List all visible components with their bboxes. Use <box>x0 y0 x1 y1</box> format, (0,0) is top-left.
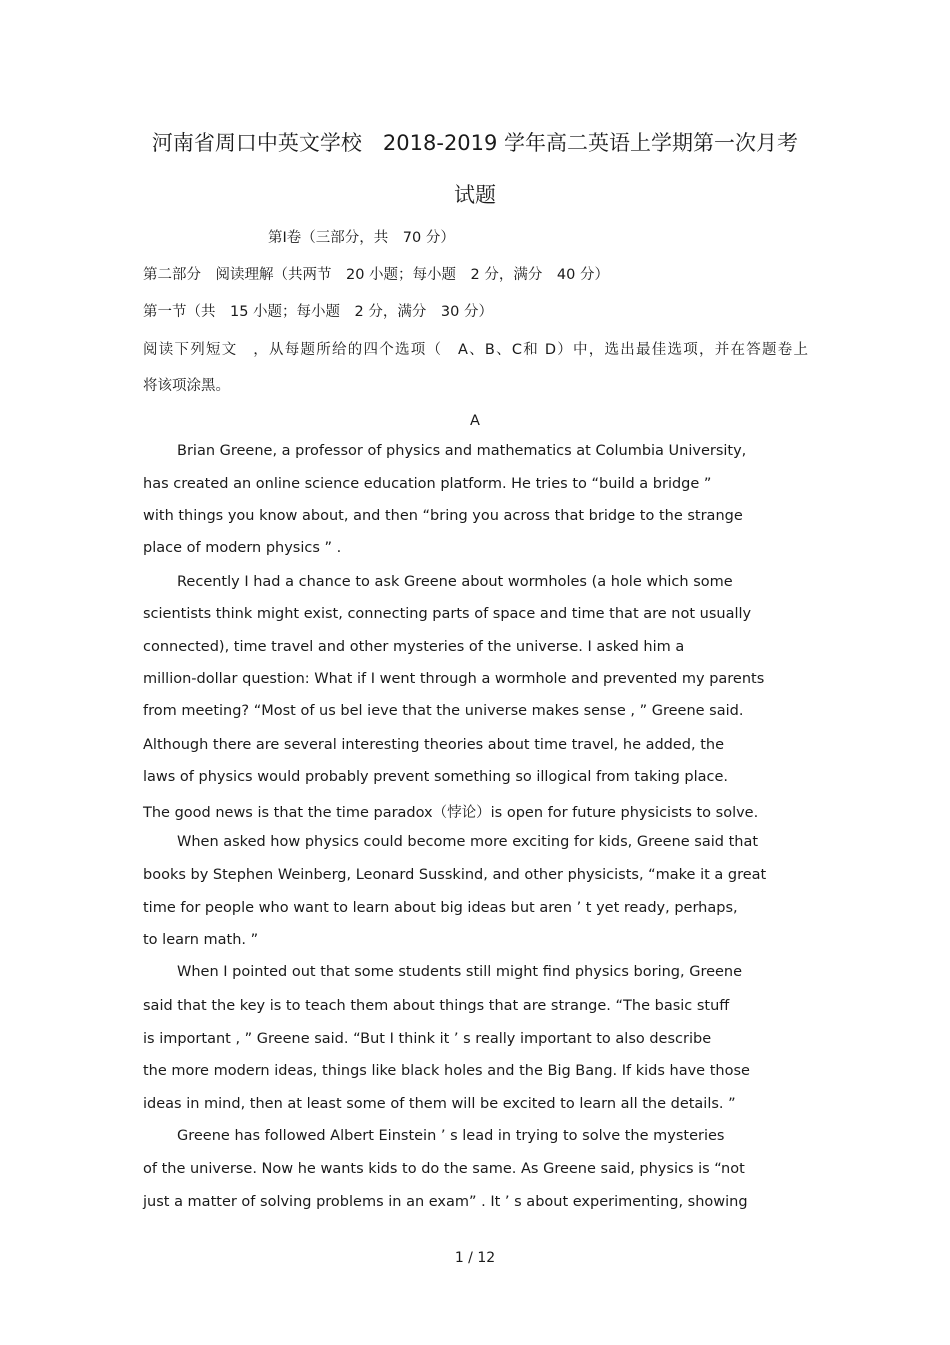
part2-heading: 第二部分 阅读理解（共两节 20 小题；每小题 2 分，满分 40 分） <box>143 267 609 283</box>
passage-line: with things you know about, and then “bring you across that bridge to the strange <box>143 508 743 524</box>
passage-line: the more modern ideas, things like black holes and the Big Bang. If kids have those <box>143 1063 750 1079</box>
passage-line: Although there are several interesting theories about time travel, he added, the <box>143 737 725 753</box>
document-title-line2: 试题 <box>454 183 496 207</box>
passage-line: place of modern physics ” . <box>143 540 342 556</box>
passage-line: just a matter of solving problems in an exam” . It ’ s about experimenting, showing <box>143 1194 748 1210</box>
passage-line: scientists think might exist, connecting parts of space and time that are not usually <box>143 606 752 622</box>
passage-line: laws of physics would probably prevent something so illogical from taking place. <box>143 769 729 785</box>
passage-line: The good news is that the time paradox（悖论）is open for future physicists to solve. <box>143 805 759 821</box>
page-number: 1 / 12 <box>454 1250 496 1266</box>
passage-line: is important , ” Greene said. “But I think it ’ s really important to also describe <box>143 1031 712 1047</box>
passage-line: connected), time travel and other mysteries of the universe. I asked him a <box>143 639 685 655</box>
passage-line: Recently I had a chance to ask Greene about wormholes (a hole which some <box>177 574 733 590</box>
passage-line: said that the key is to teach them about things that are strange. “The basic stuff <box>143 998 730 1014</box>
passage-line: Greene has followed Albert Einstein ’ s lead in trying to solve the mysteries <box>177 1128 725 1144</box>
passage-line: When asked how physics could become more exciting for kids, Greene said that <box>177 834 759 850</box>
instructions-line2: 将该项涂黑。 <box>143 378 230 394</box>
volume-heading: 第Ⅰ卷（三部分，共 70 分） <box>268 230 455 246</box>
section1-heading: 第一节（共 15 小题；每小题 2 分，满分 30 分） <box>143 304 493 320</box>
instructions-line1: 阅读下列短文 ，从每题所给的四个选项（ A、B、C和 D）中，选出最佳选项，并在答题卷上 <box>143 342 808 358</box>
document-title-line1: 河南省周口中英文学校 2018-2019 学年高二英语上学期第一次月考 <box>151 131 799 155</box>
passage-line: from meeting? “Most of us bel ieve that the universe makes sense , ” Greene said. <box>143 703 744 719</box>
passage-line: time for people who want to learn about big ideas but aren ’ t yet ready, perhaps, <box>143 900 738 916</box>
passage-label: A <box>470 413 480 429</box>
passage-line: Brian Greene, a professor of physics and mathematics at Columbia University, <box>177 443 747 459</box>
passage-line: When I pointed out that some students still might find physics boring, Greene <box>177 964 743 980</box>
passage-line: books by Stephen Weinberg, Leonard Susskind, and other physicists, “make it a great <box>143 867 767 883</box>
passage-line: of the universe. Now he wants kids to do the same. As Greene said, physics is “not <box>143 1161 745 1177</box>
passage-line: to learn math. ” <box>143 932 259 948</box>
passage-line: has created an online science education platform. He tries to “build a bridge ” <box>143 476 712 492</box>
passage-line: million-dollar question: What if I went through a wormhole and prevented my parents <box>143 671 765 687</box>
passage-line: ideas in mind, then at least some of them will be excited to learn all the details. ” <box>143 1096 736 1112</box>
